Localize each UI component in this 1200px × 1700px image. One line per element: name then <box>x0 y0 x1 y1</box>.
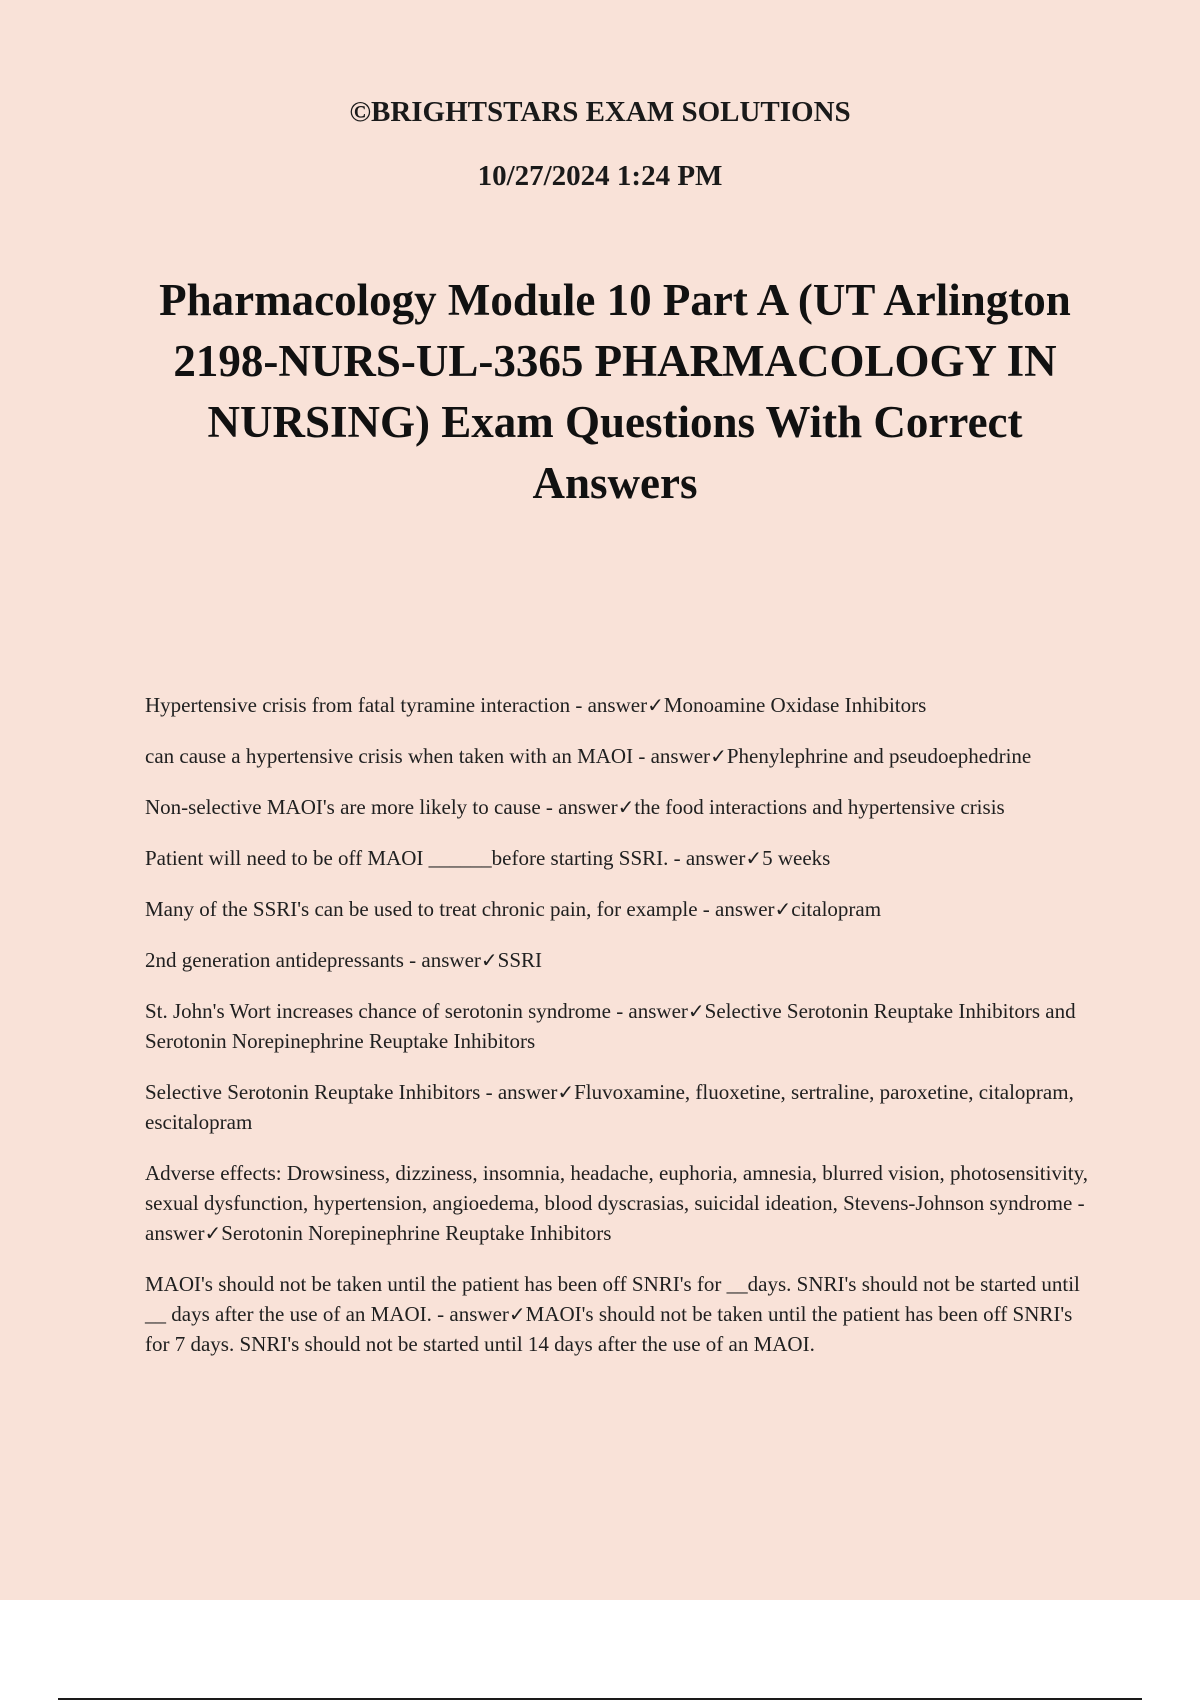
answer-text: the food interactions and hypertensive crisis <box>634 795 1005 819</box>
qa-item <box>145 792 1095 822</box>
qa-item <box>145 1269 1095 1359</box>
check-icon: ✓ <box>687 999 705 1023</box>
qa-item <box>145 843 1095 873</box>
answer-text: Serotonin Norepinephrine Reuptake Inhibitors <box>221 1221 612 1245</box>
qa-item <box>145 996 1095 1056</box>
question-text: Selective Serotonin Reuptake Inhibitors - answer <box>145 1080 558 1104</box>
check-icon: ✓ <box>745 846 763 870</box>
question-text: Patient will need to be off MAOI ______before starting SSRI. - answer <box>145 846 746 870</box>
question-text: Adverse effects: Drowsiness, dizziness, insomnia, headache, euphoria, amnesia, blurred vision, photosensitivity, sexual dysfunction, hypertension, angioedema, blood dyscrasias, suicidal ideation, Stevens-Johnson syndrome - answer <box>145 1161 1089 1245</box>
question-text: Hypertensive crisis from fatal tyramine interaction - answer <box>145 693 648 717</box>
qa-item <box>145 741 1095 771</box>
question-text: Many of the SSRI's can be used to treat chronic pain, for example - answer <box>145 897 775 921</box>
document-title: Pharmacology Module 10 Part A (UT Arlington 2198-NURS-UL-3365 PHARMACOLOGY IN NURSING) Exam Questions With Correct Answers <box>159 275 1071 508</box>
check-icon: ✓ <box>204 1221 222 1245</box>
question-text: can cause a hypertensive crisis when taken with an MAOI - answer <box>145 744 711 768</box>
qa-item <box>145 945 1095 975</box>
answer-text: citalopram <box>791 897 882 921</box>
qa-item <box>145 1158 1095 1248</box>
question-text: Non-selective MAOI's are more likely to cause - answer <box>145 795 618 819</box>
answer-text: Fluvoxamine, fluoxetine, sertraline, paroxetine, citalopram, escitalopram <box>145 1080 1074 1134</box>
check-icon: ✓ <box>710 744 727 768</box>
answer-text: 5 weeks <box>762 846 831 870</box>
answer-text: Selective Serotonin Reuptake Inhibitors and Serotonin Norepinephrine Reuptake Inhibitors <box>145 999 1076 1053</box>
check-icon: ✓ <box>617 795 635 819</box>
answer-text: SSRI <box>497 948 543 972</box>
qa-list <box>145 690 1095 1380</box>
brand-header: ©BRIGHTSTARS EXAM SOLUTIONS <box>349 96 851 128</box>
qa-item <box>145 1077 1095 1137</box>
check-icon: ✓ <box>774 897 792 921</box>
check-icon: ✓ <box>647 693 664 717</box>
check-icon: ✓ <box>557 1080 575 1104</box>
qa-item <box>145 894 1095 924</box>
answer-text: Phenylephrine and pseudoephedrine <box>726 744 1032 768</box>
answer-text: MAOI's should not be taken until the patient has been off SNRI's for 7 days. SNRI's should not be started until 14 days after the use of an MAOI. <box>145 1302 1073 1356</box>
question-text: 2nd generation antidepressants - answer <box>145 948 481 972</box>
check-icon: ✓ <box>480 948 498 972</box>
question-text: MAOI's should not be taken until the patient has been off SNRI's for __days. SNRI's should not be started until __ days after the use of an MAOI. - answer <box>145 1272 1080 1326</box>
question-text: St. John's Wort increases chance of serotonin syndrome - answer <box>145 999 688 1023</box>
check-icon: ✓ <box>508 1302 526 1326</box>
timestamp-header: 10/27/2024 1:24 PM <box>477 160 723 192</box>
answer-text: Monoamine Oxidase Inhibitors <box>663 693 927 717</box>
qa-item <box>145 690 1095 720</box>
